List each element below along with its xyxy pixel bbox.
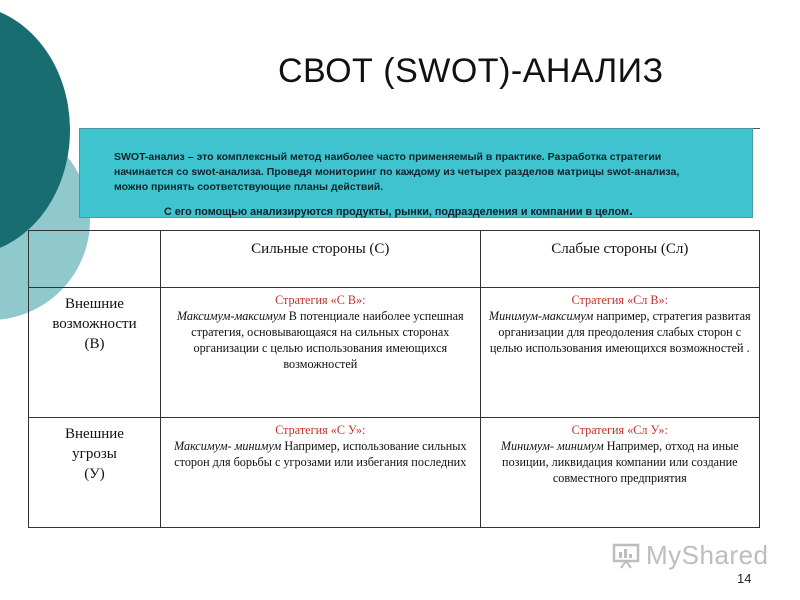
strategy-description: Например, использование сильных сторон для борьбы с угрозами или избегания последних	[174, 439, 467, 469]
cell-strategy-sv	[161, 288, 481, 418]
watermark-text: MyShared	[646, 540, 769, 570]
row-label-line: возможности	[52, 316, 137, 332]
strategy-title: Стратегия «С В»:	[275, 293, 366, 307]
callout-paragraph-2-end: .	[628, 202, 633, 218]
table-corner-cell	[29, 231, 161, 288]
table-row-threats	[29, 418, 760, 528]
cell-strategy-slv	[480, 288, 759, 418]
row-header-threats	[29, 418, 161, 528]
strategy-type: Максимум- минимум	[174, 439, 282, 453]
strategy-type: Максимум-максимум	[176, 309, 286, 323]
callout-paragraph-2	[164, 203, 744, 220]
slide-title: СВОТ (SWOT)-АНАЛИЗ	[278, 52, 664, 90]
row-label-line: (У)	[84, 466, 105, 482]
table-header-row	[29, 231, 760, 288]
swot-matrix-table	[28, 230, 760, 528]
row-label-line: угрозы	[72, 446, 117, 462]
strategy-type: Минимум-максимум	[488, 309, 594, 323]
strategy-title: Стратегия «Сл У»:	[571, 423, 668, 437]
strategy-description: В потенциале наиболее успешная стратегия, основывающаяся на сильных сторонах организации с целью использования имеющихся возможностей	[191, 309, 464, 371]
strategy-description: Например, отход на иные позиции, ликвидация компании или создание совместного предприятия	[502, 439, 739, 485]
callout-paragraph-1: SWOT-анализ – это комплексный метод наиболее часто применяемый в практике. Разработка стратегии начинается со swot-анализа. Проведя мониторинг по каждому из четырех разделов матрицы swot-анализа, можно принять соответствующие планы действий.	[114, 151, 680, 193]
row-label-line: Внешние	[65, 426, 124, 442]
table-row-opportunities	[29, 288, 760, 418]
cell-strategy-slu	[480, 418, 759, 528]
row-label-line: (В)	[84, 336, 105, 352]
strategy-title: Стратегия «Сл В»:	[571, 293, 669, 307]
column-header-weaknesses: Слабые стороны (Сл)	[480, 231, 759, 288]
strategy-description: например, стратегия развитая организации для преодоления слабых сторон с целью использования имеющихся возможностей .	[489, 309, 751, 355]
page-number: 14	[737, 571, 752, 586]
myshared-watermark	[608, 537, 768, 573]
cell-strategy-su	[161, 418, 481, 528]
definition-callout	[79, 128, 753, 218]
presentation-board-icon	[612, 543, 642, 569]
strategy-title: Стратегия «С У»:	[275, 423, 366, 437]
row-label-line: Внешние	[65, 296, 124, 312]
callout-paragraph-2-text: С его помощью анализируются продукты, рынки, подразделения и компании в целом	[164, 206, 629, 218]
column-header-strengths: Сильные стороны (С)	[161, 231, 481, 288]
strategy-type: Минимум- минимум	[500, 439, 604, 453]
row-header-opportunities	[29, 288, 161, 418]
